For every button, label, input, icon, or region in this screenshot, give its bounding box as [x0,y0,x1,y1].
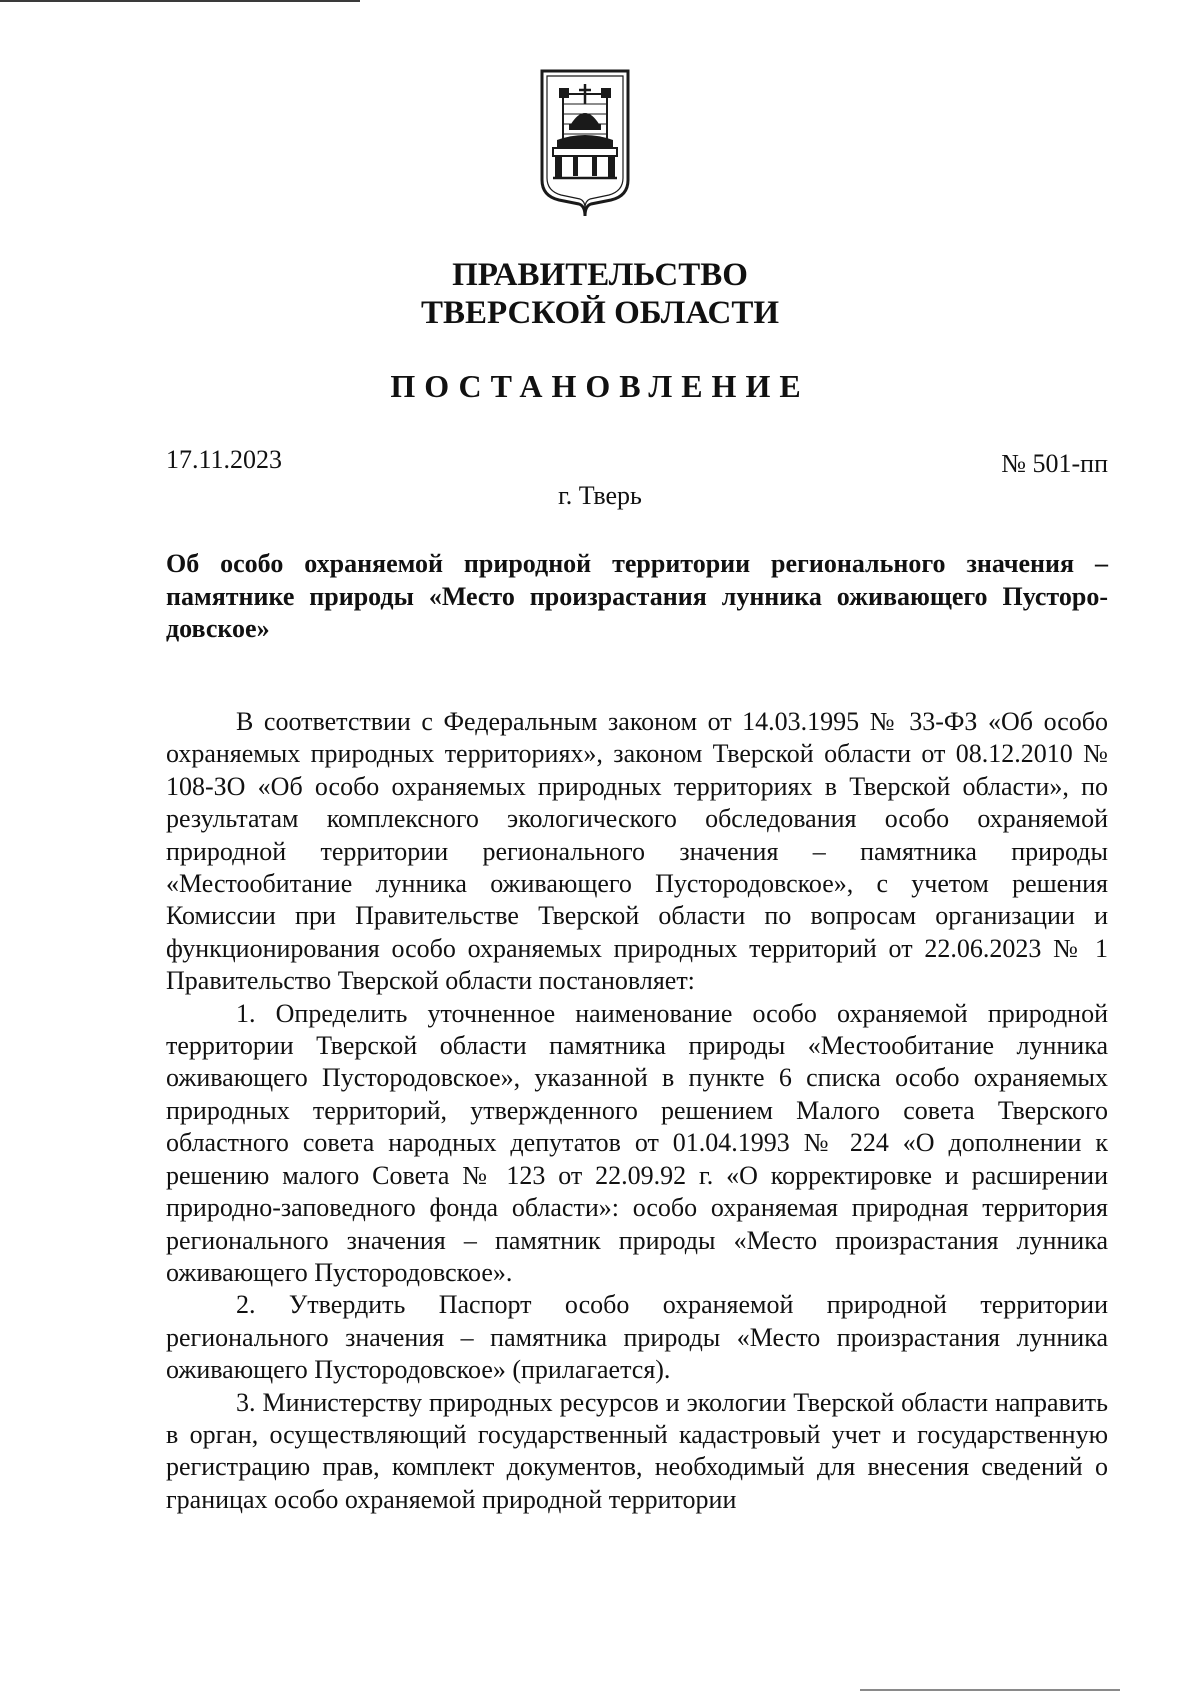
document-body [166,706,1108,1516]
clause-paragraph-3: 3. Министерству природных ресурсов и экологии Тверской области направить в орган, осуществляющий государственный кадастровый учет и государственную регистрацию прав, комплект документов, необходимый для внесения сведений о границах особо охраняемой природной территории [166,1387,1108,1514]
clause-paragraph-1: 1. Определить уточненное наименование особо охраняемой природной территории Тверской области памятника природы «Местообитание лунника оживающего Пустородовское», указанной в пункте 6 списка особо охраняемых природных территорий, утвержденного решением Малого совета Тверского областного совета народных депутатов от 01.04.1993 № 224 «О дополнении к решению малого Совета № 123 от 22.09.92 г. «О корректировке и расширении природно-заповедного фонда области»: особо охраняемая природная территория регионального значения – памятник природы «Место произрастания лунника оживающего Пустородовское». [166,998,1108,1287]
document-title: Об особо охраняемой природной территории регионального значения – памятнике природы «Место произрастания лунника оживающего Пустородовское» [166,549,1108,643]
clause-paragraph-2: 2. Утвердить Паспорт особо охраняемой природной территории регионального значения – памятника природы «Место произрастания лунника оживающего Пустородовское» (прилагается). [166,1290,1108,1385]
document-number: № 501-пп [1001,449,1108,478]
scan-edge-line [0,0,360,2]
coat-of-arms-icon [539,68,631,218]
scan-edge-line [860,1689,1120,1691]
document-date: 17.11.2023 [166,445,283,474]
document-city: г. Тверь [558,481,642,510]
organization-name-line-2: ТВЕРСКОЙ ОБЛАСТИ [420,295,780,331]
organization-name-line-1: ПРАВИТЕЛЬСТВО [452,257,748,293]
document-type-heading: ПОСТАНОВЛЕНИЕ [390,368,810,404]
preamble-paragraph: В соответствии с Федеральным законом от 14.03.1995 № 33-ФЗ «Об особо охраняемых природных территориях», законом Тверской области от 08.12.2010 № 108-ЗО «Об особо охраняемых природных территориях в Тверской области», по результатам комплексного экологического обследования особо охраняемой природной территории регионального значения – памятника природы «Местообитание лунника оживающего Пустородовское», с учетом решения Комиссии при Правительстве Тверской области по вопросам организации и функционирования особо охраняемых природных территорий от 22.06.2023 № 1 Правительство Тверской области постановляет: [166,707,1108,996]
